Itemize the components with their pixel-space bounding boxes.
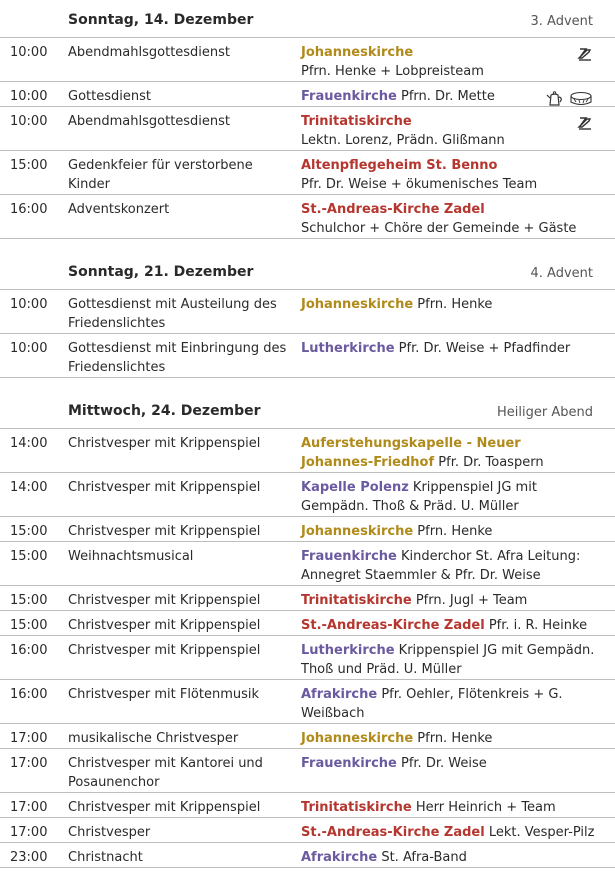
service-time: 17:00 <box>10 825 48 840</box>
day-header <box>0 252 615 289</box>
service-details: Schulchor + Chöre der Gemeinde + Gäste <box>301 221 577 236</box>
service-location <box>301 43 596 81</box>
service-event: Abendmahlsgottesdienst <box>68 114 231 129</box>
service-event: Christvesper mit Flötenmusik <box>68 687 260 702</box>
service-details: Pfrn. Jugl + Team <box>411 593 528 608</box>
service-row <box>0 723 615 748</box>
service-event: Gottesdienst mit Einbringung des Friedenslichtes <box>68 341 287 375</box>
service-event: Gedenkfeier für verstorbene Kinder <box>68 158 253 192</box>
service-row <box>0 37 615 81</box>
service-time: 16:00 <box>10 687 48 702</box>
service-event: Christvesper mit Krippenspiel <box>68 618 261 633</box>
church-name: St.-Andreas-Kirche Zadel <box>301 618 485 633</box>
service-location <box>301 848 596 867</box>
service-details: Pfr. Dr. Toaspern <box>434 455 544 470</box>
service-icons <box>577 115 593 131</box>
service-time: 15:00 <box>10 158 48 173</box>
service-row <box>0 289 615 333</box>
service-row <box>0 817 615 842</box>
service-event: Christvesper mit Krippenspiel <box>68 436 261 451</box>
church-name: St.-Andreas-Kirche Zadel <box>301 825 485 840</box>
church-name: Altenpflegeheim St. Benno <box>301 158 498 173</box>
church-name: Auferstehungskapelle - Neuer Johannes-Friedhof <box>301 436 521 470</box>
service-row <box>0 541 615 585</box>
service-event: Abendmahlsgottesdienst <box>68 45 231 60</box>
service-time: 10:00 <box>10 45 48 60</box>
service-row <box>0 81 615 106</box>
church-name: Trinitatiskirche <box>301 800 412 815</box>
section-end-rule <box>0 377 615 378</box>
church-name: Lutherkirche <box>301 341 395 356</box>
service-details: Pfrn. Henke + Lobpreisteam <box>301 64 484 79</box>
communion-icon <box>577 115 593 131</box>
service-row <box>0 106 615 150</box>
day-date: Mittwoch, 24. Dezember <box>68 403 261 419</box>
service-location <box>301 729 596 748</box>
service-location <box>301 754 596 773</box>
service-location <box>301 200 596 238</box>
day-header <box>0 391 615 428</box>
liturgical-occasion: 3. Advent <box>530 14 593 29</box>
service-time: 17:00 <box>10 800 48 815</box>
service-location <box>301 798 596 817</box>
church-name: Johanneskirche <box>301 45 414 60</box>
service-location <box>301 478 596 516</box>
section-day <box>0 0 615 239</box>
service-details: Pfr. Dr. Weise <box>396 756 487 771</box>
service-event: musikalische Christvesper <box>68 731 239 746</box>
service-row <box>0 194 615 238</box>
church-name: Afrakirche <box>301 850 378 865</box>
service-time: 23:00 <box>10 850 48 865</box>
church-name: Lutherkirche <box>301 643 395 658</box>
service-row <box>0 585 615 610</box>
section-end-rule <box>0 867 615 868</box>
section-day <box>0 391 615 868</box>
service-details: Pfrn. Henke <box>413 297 493 312</box>
service-details: St. Afra-Band <box>377 850 467 865</box>
service-time: 15:00 <box>10 618 48 633</box>
service-details: Krippenspiel JG mit Gempädn. Thoß und Präd. U. Müller <box>301 643 595 677</box>
service-time: 17:00 <box>10 756 48 771</box>
service-row <box>0 635 615 679</box>
service-row <box>0 150 615 194</box>
service-row <box>0 792 615 817</box>
service-location <box>301 591 596 610</box>
service-location <box>301 685 596 723</box>
service-location <box>301 434 596 472</box>
service-time: 16:00 <box>10 202 48 217</box>
service-time: 10:00 <box>10 297 48 312</box>
service-details: Pfr. Dr. Weise + Pfadfinder <box>394 341 571 356</box>
church-name: Johanneskirche <box>301 731 414 746</box>
service-row <box>0 472 615 516</box>
service-details: Pfr. i. R. Heinke <box>484 618 588 633</box>
church-name: St.-Andreas-Kirche Zadel <box>301 202 485 217</box>
service-details: Pfr. Dr. Weise + ökumenisches Team <box>301 177 538 192</box>
church-name: Frauenkirche <box>301 549 397 564</box>
service-details: Herr Heinrich + Team <box>411 800 556 815</box>
service-location <box>301 156 596 194</box>
church-name: Frauenkirche <box>301 756 397 771</box>
service-details: Lekt. Vesper-Pilz <box>484 825 595 840</box>
service-event: Adventskonzert <box>68 202 170 217</box>
service-row <box>0 516 615 541</box>
service-row <box>0 842 615 867</box>
service-time: 10:00 <box>10 89 48 104</box>
service-icons <box>577 46 593 62</box>
service-details: Pfrn. Henke <box>413 731 493 746</box>
service-details: Krippenspiel JG mit Gempädn. Thoß & Präd. U. Müller <box>301 480 537 514</box>
church-name: Frauenkirche <box>301 89 397 104</box>
service-time: 16:00 <box>10 643 48 658</box>
service-location <box>301 616 596 635</box>
liturgical-occasion: Heiliger Abend <box>497 405 593 420</box>
section-end-rule <box>0 238 615 239</box>
service-event: Christvesper mit Krippenspiel <box>68 593 261 608</box>
service-event: Christvesper mit Krippenspiel <box>68 800 261 815</box>
service-row <box>0 748 615 792</box>
communion-icon <box>577 46 593 62</box>
service-time: 15:00 <box>10 593 48 608</box>
service-event: Weihnachtsmusical <box>68 549 194 564</box>
service-time: 15:00 <box>10 524 48 539</box>
liturgical-occasion: 4. Advent <box>530 266 593 281</box>
church-name: Johanneskirche <box>301 297 414 312</box>
service-location <box>301 339 596 358</box>
service-location <box>301 522 596 541</box>
service-details: Pfrn. Henke <box>413 524 493 539</box>
service-details: Pfr. Oehler, Flötenkreis + G. Weißbach <box>301 687 563 721</box>
day-date: Sonntag, 14. Dezember <box>68 12 254 28</box>
service-event: Christvesper mit Kantorei und Posaunenchor <box>68 756 263 790</box>
service-details: Kinderchor St. Afra Leitung: Annegret Staemmler & Pfr. Dr. Weise <box>301 549 581 583</box>
service-details: Pfrn. Dr. Mette <box>396 89 495 104</box>
service-time: 14:00 <box>10 480 48 495</box>
service-event: Gottesdienst <box>68 89 151 104</box>
service-event: Gottesdienst mit Austeilung des Friedenslichtes <box>68 297 277 331</box>
service-event: Christvesper mit Krippenspiel <box>68 480 261 495</box>
church-name: Kapelle Polenz <box>301 480 409 495</box>
service-location <box>301 112 596 150</box>
service-location <box>301 547 596 585</box>
service-time: 10:00 <box>10 341 48 356</box>
church-name: Afrakirche <box>301 687 378 702</box>
church-name: Trinitatiskirche <box>301 114 412 129</box>
day-date: Sonntag, 21. Dezember <box>68 264 254 280</box>
service-event: Christnacht <box>68 850 143 865</box>
service-row <box>0 333 615 377</box>
service-event: Christvesper <box>68 825 151 840</box>
service-event: Christvesper mit Krippenspiel <box>68 524 261 539</box>
service-location <box>301 295 596 314</box>
service-time: 10:00 <box>10 114 48 129</box>
service-row <box>0 679 615 723</box>
service-location <box>301 823 596 842</box>
service-event: Christvesper mit Krippenspiel <box>68 643 261 658</box>
service-details: Lektn. Lorenz, Prädn. Glißmann <box>301 133 505 148</box>
section-day <box>0 252 615 378</box>
service-row <box>0 428 615 472</box>
service-time: 17:00 <box>10 731 48 746</box>
service-time: 15:00 <box>10 549 48 564</box>
service-row <box>0 610 615 635</box>
service-time: 14:00 <box>10 436 48 451</box>
service-location <box>301 641 596 679</box>
church-name: Johanneskirche <box>301 524 414 539</box>
day-header <box>0 0 615 37</box>
church-name: Trinitatiskirche <box>301 593 412 608</box>
